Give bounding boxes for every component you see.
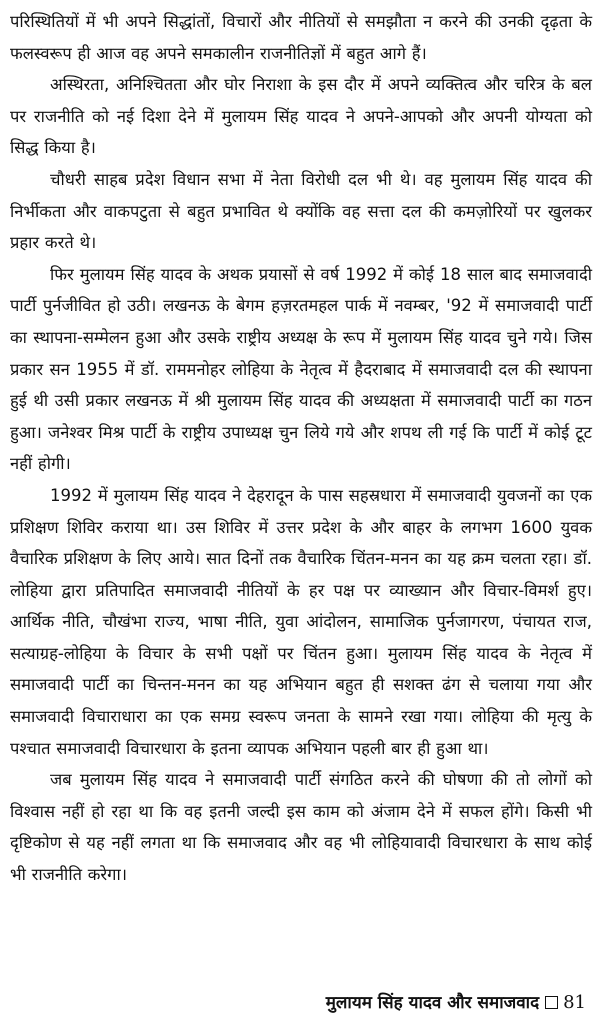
paragraph: चौधरी साहब प्रदेश विधान सभा में नेता विरोधी दल भी थे। वह मुलायम सिंह यादव की निर्भीकता और वाकपटुता से बहुत प्रभावित थे क्योंकि वह सत्ता दल की कमज़ोरियों पर खुलकर प्रहार करते थे। <box>10 169 592 253</box>
page-number: 81 <box>563 992 586 1013</box>
page-footer <box>326 991 586 1015</box>
square-bullet-icon <box>545 996 558 1009</box>
paragraph: परिस्थितियों में भी अपने सिद्धांतों, विचारों और नीतियों से समझौता न करने की उनकी दृढ़ता के फलस्वरूप ही आज वह अपने समकालीन राजनीतिज्ञों में बहुत आगे हैं। <box>10 12 592 63</box>
paragraph: फिर मुलायम सिंह यादव के अथक प्रयासों से वर्ष 1992 में कोई 18 साल बाद समाजवादी पार्टी पुर्नजीवित हो उठी। लखनऊ के बेगम हज़रतमहल पार्क में नवम्बर, '92 में समाजवादी पार्टी का स्थापना-सम्मेलन हुआ और उसके राष्ट्रीय अध्यक्ष के रूप में मुलायम सिंह यादव चुने गये। जिस प्रकार सन 1955 में डॉ. राममनोहर लोहिया के नेतृत्व में हैदराबाद में समाजवादी दल की स्थापना हुई थी उसी प्रकार लखनऊ में श्री मुलायम सिंह यादव की अध्यक्षता में समाजवादी पार्टी का गठन हुआ। जनेश्वर मिश्र पार्टी के राष्ट्रीय उपाध्यक्ष चुन लिये गये और शपथ ली गई कि पार्टी में कोई टूट नहीं होगी। <box>10 264 592 474</box>
running-title: मुलायम सिंह यादव और समाजवाद <box>325 993 540 1013</box>
paragraph: अस्थिरता, अनिश्चितता और घोर निराशा के इस दौर में अपने व्यक्तित्व और चरित्र के बल पर राजनीति को नई दिशा देने में मुलायम सिंह यादव ने अपने-आपको और अपनी योग्यता को सिद्ध किया है। <box>10 75 592 158</box>
paragraph: जब मुलायम सिंह यादव ने समाजवादी पार्टी संगठित करने की घोषणा की तो लोगों को विश्वास नहीं हो रहा था कि वह इतनी जल्दी इस काम को अंजाम देने में सफल होंगे। किसी भी दृष्टिकोण से यह नहीं लगता था कि समाजवाद और वह भी लोहियावादी विचारधारा के साथ कोई भी राजनीति करेगा। <box>10 770 592 885</box>
paragraph: 1992 में मुलायम सिंह यादव ने देहरादून के पास सहस्रधारा में समाजवादी युवजनों का एक प्रशिक्षण शिविर कराया था। उस शिविर में उत्तर प्रदेश के और बाहर के लगभग 1600 युवक वैचारिक प्रशिक्षण के लिए आये। सात दिनों तक वैचारिक चिंतन-मनन का यह क्रम चलता रहा। डॉ. लोहिया द्वारा प्रतिपादित समाजवादी नीतियों के हर पक्ष पर व्याख्यान और विचार-विमर्श हुए। आर्थिक नीति, चौखंभा राज्य, भाषा नीति, युवा आंदोलन, सामाजिक पुर्नजागरण, पंचायत राज, सत्याग्रह-लोहिया के विचार के सभी पक्षों पर चिंतन हुआ। मुलायम सिंह यादव के नेतृत्व में समाजवादी पार्टी का चिन्तन-मनन का यह अभियान बहुत ही सशक्त ढंग से चलाया गया और समाजवादी विचाराधारा का एक समग्र स्वरूप जनता के सामने रखा गया। लोहिया की मृत्यु के पश्चात समाजवादी विचारधारा के इतना व्यापक अभियान पहली बार ही हुआ था। <box>10 485 592 758</box>
